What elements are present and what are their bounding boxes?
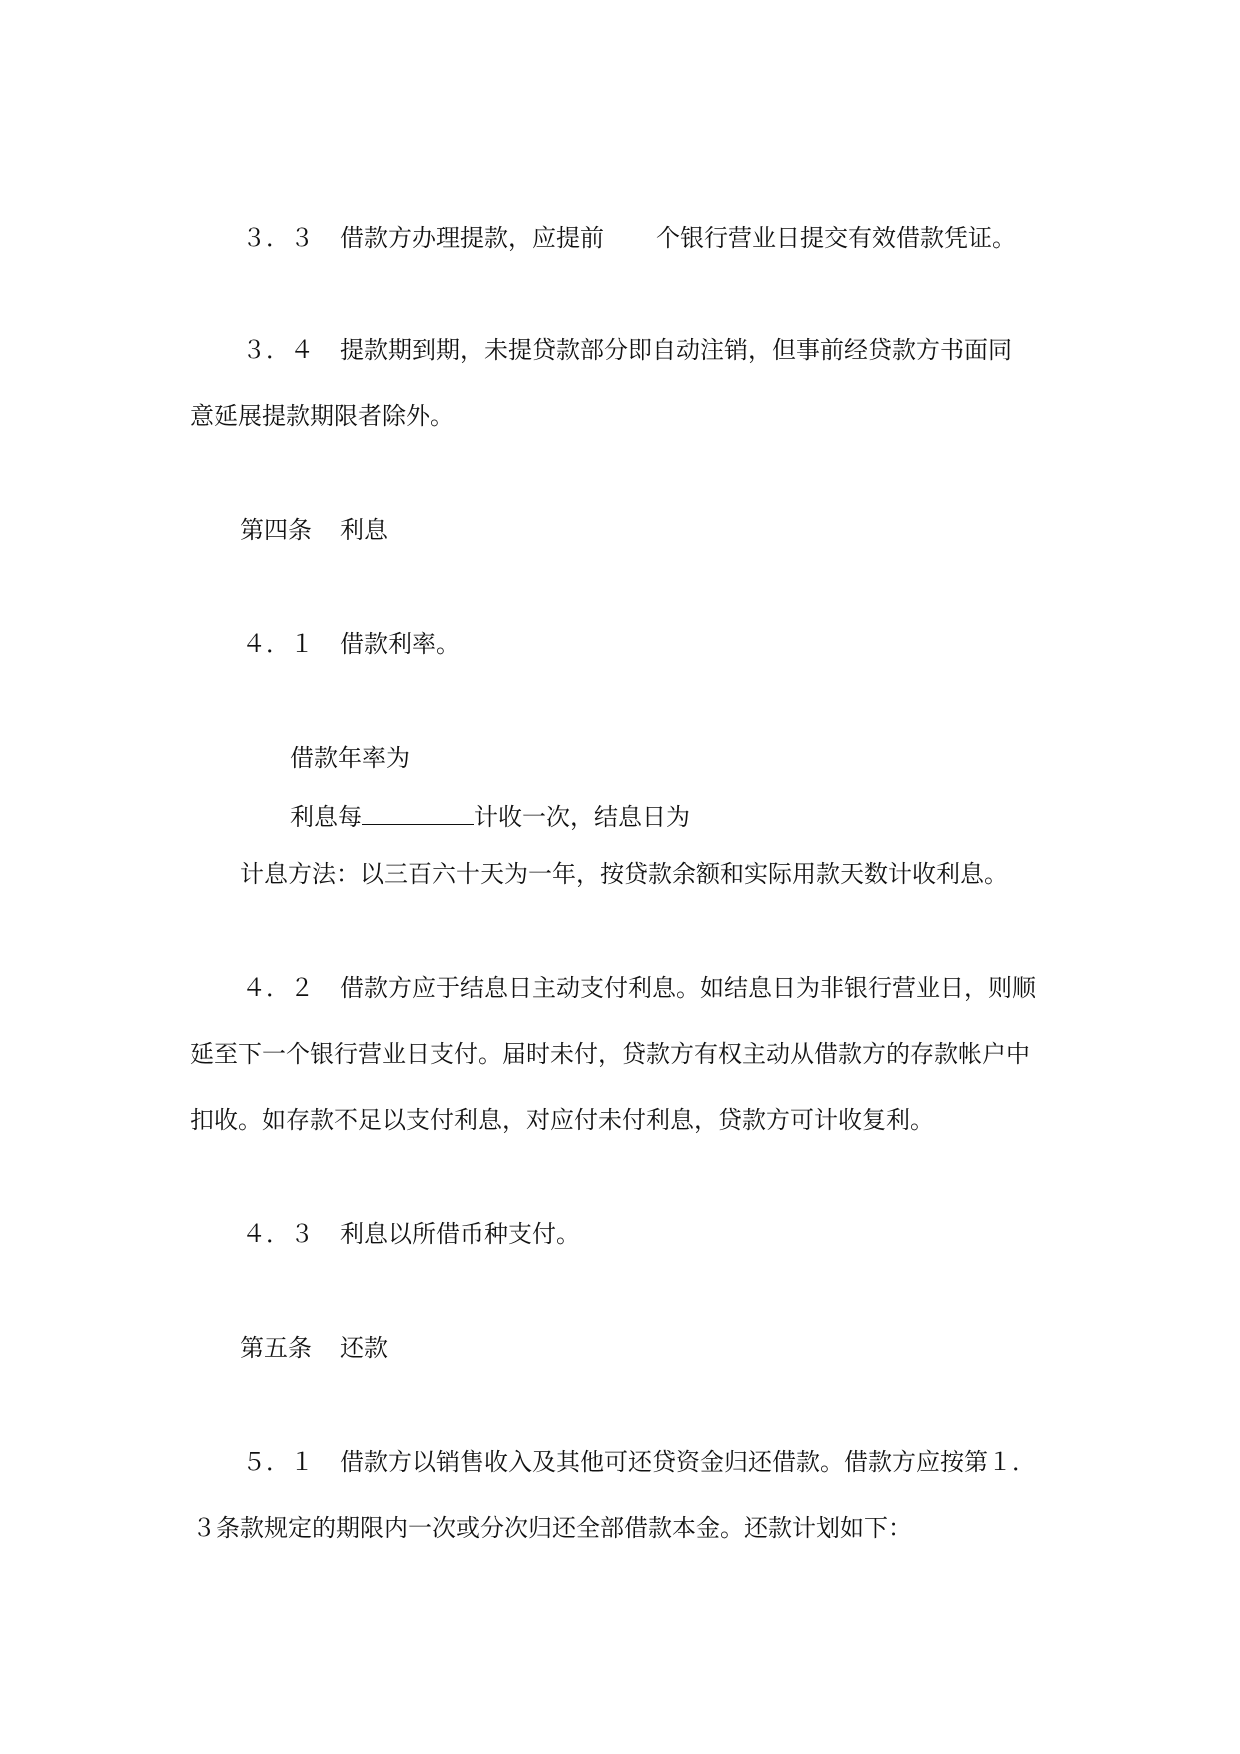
clause-text: 借款方办理提款，应提前 <box>340 224 604 252</box>
clause-4-2-line-2 <box>190 1038 1030 1070</box>
article-label: 第四条 <box>240 516 312 544</box>
clause-3-3 <box>242 222 1016 254</box>
clause-text: 借款利率。 <box>340 630 460 658</box>
clause-text-continued: 个银行营业日提交有效借款凭证。 <box>656 224 1016 252</box>
article-5-heading <box>240 1332 388 1364</box>
clause-text: 利息以所借币种支付。 <box>340 1220 580 1248</box>
clause-5-1-line-1 <box>242 1446 1036 1478</box>
underline-blank <box>362 800 474 825</box>
clause-3-4-line-2 <box>190 400 454 432</box>
clause-number: ３．３ <box>242 224 314 252</box>
interest-frequency-line <box>290 800 690 833</box>
clause-4-1 <box>242 628 460 660</box>
clause-number: ３．４ <box>242 336 314 364</box>
interest-text-continued: 计收一次，结息日为 <box>474 803 690 831</box>
clause-number: ４．３ <box>242 1220 314 1248</box>
annual-rate-line <box>290 742 410 774</box>
clause-text: 提款期到期，未提贷款部分即自动注销，但事前经贷款方书面同 <box>340 336 1012 364</box>
annual-rate-text: 借款年率为 <box>290 744 410 772</box>
clause-4-3 <box>242 1218 580 1250</box>
clause-3-4-line-1 <box>242 334 1012 366</box>
clause-number: ４．１ <box>242 630 314 658</box>
clause-text: 借款方应于结息日主动支付利息。如结息日为非银行营业日，则顺 <box>340 974 1036 1002</box>
clause-5-1-line-2 <box>192 1512 912 1544</box>
clause-number: ４．２ <box>242 974 314 1002</box>
clause-number: ５．１ <box>242 1448 314 1476</box>
interest-text: 利息每 <box>290 803 362 831</box>
clause-text: 意延展提款期限者除外。 <box>190 402 454 430</box>
clause-4-2-line-3 <box>190 1104 934 1136</box>
interest-method-line <box>240 858 1008 890</box>
article-4-heading <box>240 514 388 546</box>
clause-4-2-line-1 <box>242 972 1036 1004</box>
article-title: 还款 <box>340 1334 388 1362</box>
article-label: 第五条 <box>240 1334 312 1362</box>
clause-text: 扣收。如存款不足以支付利息，对应付未付利息，贷款方可计收复利。 <box>190 1106 934 1134</box>
clause-text: 延至下一个银行营业日支付。届时未付，贷款方有权主动从借款方的存款帐户中 <box>190 1040 1030 1068</box>
clause-text: 借款方以销售收入及其他可还贷资金归还借款。借款方应按第１． <box>340 1448 1036 1476</box>
method-text: 计息方法：以三百六十天为一年，按贷款余额和实际用款天数计收利息。 <box>240 860 1008 888</box>
article-title: 利息 <box>340 516 388 544</box>
clause-text: ３条款规定的期限内一次或分次归还全部借款本金。还款计划如下： <box>192 1514 912 1542</box>
